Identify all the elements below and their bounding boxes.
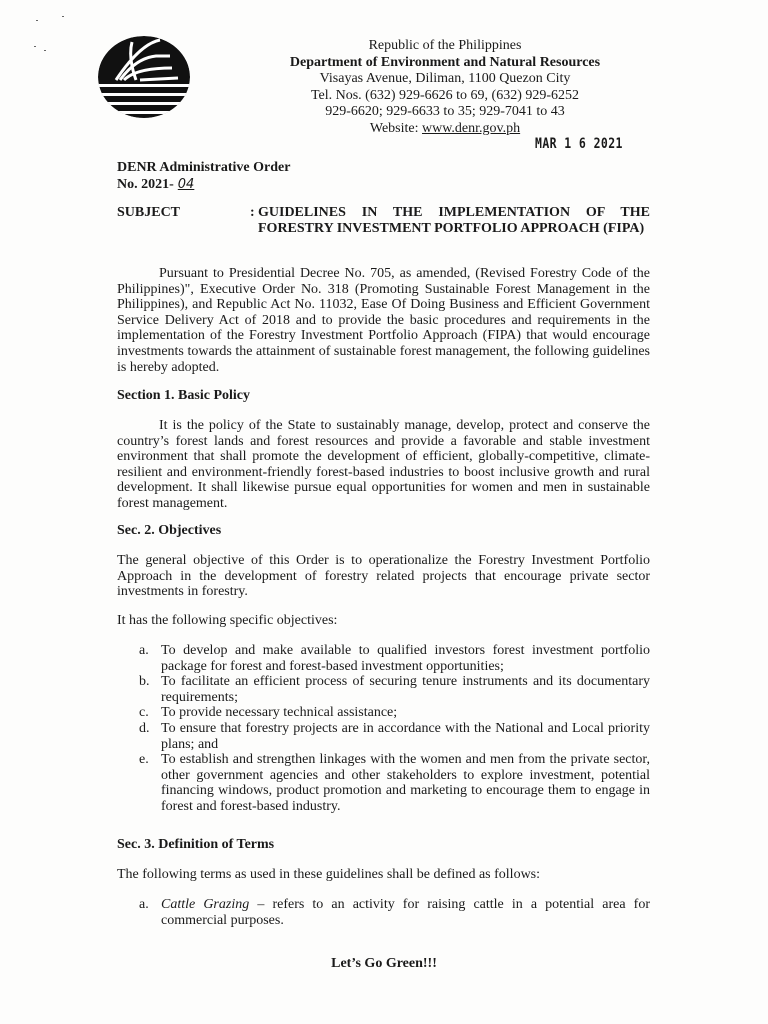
list-item [139, 643, 650, 674]
definition-item [139, 897, 650, 928]
section-2-general-objective: The general objective of this Order is to operationalize the Forestry Investment Portfolio Approach in the development of forestry related projects that encourage private sector investments in forestry. [117, 553, 650, 600]
list-item [139, 721, 650, 752]
scan-speck [44, 50, 46, 51]
section-3-heading: Sec. 3. Definition of Terms [117, 837, 275, 852]
definition-text: – refers to an activity for raising cattle in a potential area for commercial purposes. [161, 897, 650, 928]
list-marker: a. [139, 643, 149, 658]
list-item-text: To provide necessary technical assistance; [161, 705, 398, 721]
footer-slogan: Let’s Go Green!!! [331, 956, 437, 971]
list-item [139, 752, 650, 814]
subject-text: GUIDELINES IN THE IMPLEMENTATION OF THE FORESTRY INVESTMENT PORTFOLIO APPROACH (FIPA) [258, 205, 650, 236]
list-item-text: To develop and make available to qualified investors forest investment portfolio package for forest and forest-based investment opportunities; [161, 643, 650, 674]
address-line: Visayas Avenue, Diliman, 1100 Quezon City [319, 71, 571, 86]
scan-speck [34, 46, 36, 47]
list-marker: b. [139, 674, 150, 690]
list-marker: c. [139, 705, 149, 721]
list-item-text: To establish and strengthen linkages with the women and men from the private sector, other government agencies and other stakeholders to explore investment, potential financing windows, product promotion and marketing to encourage them to engage in forest and forest-based industry. [161, 752, 650, 814]
section-1-paragraph: It is the policy of the State to sustainably manage, develop, protect and conserve the country’s forest lands and forest resources and provide a favorable and stable investment environment that shall promote the development of efficient, globally-competitive, climate-resilient and environment-friendly forest-based industries to boost inclusive growth and rural development. It shall likewise pursue equal opportunities for women and men in sustainable forest management. [117, 418, 650, 511]
list-item [139, 674, 650, 705]
telephone-line-1: Tel. Nos. (632) 929-6626 to 69, (632) 929-6252 [310, 87, 580, 103]
website-label: Website: [369, 120, 422, 136]
list-item-text: To ensure that forestry projects are in accordance with the National and Local priority plans; and [161, 720, 650, 752]
letterhead [210, 38, 680, 137]
section-1-heading: Section 1. Basic Policy [117, 388, 250, 403]
website-line [210, 121, 680, 138]
order-number-prefix: No. 2021- [117, 176, 174, 192]
telephone-line-2: 929-6620; 929-6633 to 35; 929-7041 to 43 [325, 104, 565, 119]
department-name: Department of Environment and Natural Resources [289, 54, 601, 70]
list-marker: d. [139, 720, 150, 736]
order-title: DENR Administrative Order [117, 160, 291, 175]
subject-label: SUBJECT [117, 205, 181, 220]
objectives-list [139, 643, 650, 815]
definition-term: Cattle Grazing [161, 897, 250, 912]
order-number [117, 177, 290, 194]
section-2-specific-intro: It has the following specific objectives: [117, 613, 338, 628]
list-item [139, 705, 650, 721]
section-3-intro: The following terms as used in these guidelines shall be defined as follows: [117, 867, 541, 882]
order-number-handwritten: 04 [177, 176, 195, 192]
republic-line: Republic of the Philippines [368, 38, 522, 53]
order-block [117, 160, 290, 193]
section-2-heading: Sec. 2. Objectives [117, 523, 222, 538]
scan-speck [36, 20, 38, 21]
subject-colon: : [250, 205, 255, 220]
scan-speck [62, 16, 64, 17]
definition-marker: a. [139, 897, 149, 912]
list-marker: e. [139, 752, 149, 768]
list-item-text: To facilitate an efficient process of securing tenure instruments and its documentary requirements; [161, 674, 650, 705]
date-stamp: MAR 1 6 2021 [535, 136, 623, 152]
website-link[interactable]: www.denr.gov.ph [422, 120, 521, 136]
preamble-paragraph: Pursuant to Presidential Decree No. 705, as amended, (Revised Forestry Code of the Philippines)", Executive Order No. 318 (Promoting Sustainable Forest Management in the Philippines), and Republic Act No. 11032, Ease Of Doing Business and Efficient Government Service Delivery Act of 2018 and to provide the basic procedures and requirements in the implementation of the Forestry Investment Portfolio Approach (FIPA) that would encourage investments towards the attainment of sustainable forest management, the following guidelines is hereby adopted. [117, 266, 650, 375]
denr-logo [96, 34, 192, 120]
